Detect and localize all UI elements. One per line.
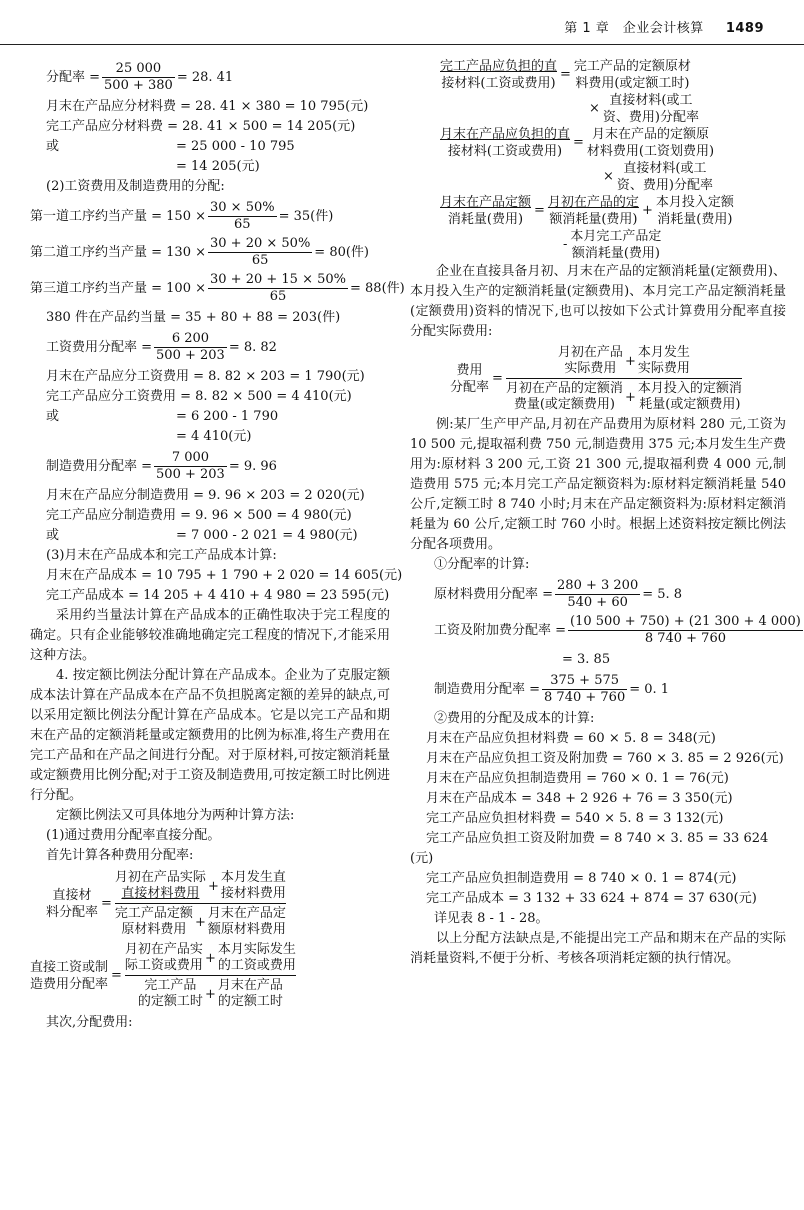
formula-rate-term bbox=[410, 160, 786, 194]
term-line: 料费用(或定额工时) bbox=[575, 76, 690, 91]
section-heading: (2)工资费用及制造费用的分配: bbox=[46, 179, 225, 194]
big-fraction bbox=[506, 344, 742, 413]
text-line: 详见表 8 - 1 - 28。 bbox=[434, 911, 549, 926]
numerator bbox=[506, 344, 742, 379]
label-line: 直接材 bbox=[52, 887, 92, 903]
term-line: 月初在产品的定 bbox=[547, 195, 639, 210]
term bbox=[115, 870, 206, 902]
term-line: 材料费用(工资划费用) bbox=[586, 144, 715, 159]
formula-term bbox=[603, 92, 699, 126]
label-line: 月末在产品定额 bbox=[440, 195, 532, 210]
paragraph: 采用约当量法计算在产品成本的正确性取决于完工程度的确定。只有企业能够较准确地确定完工程度的情况下,才能采用这种方法。 bbox=[30, 608, 390, 663]
formula-text: 制造费用分配率 = bbox=[434, 682, 541, 697]
text-line bbox=[30, 526, 390, 546]
formula-result: = 80(件) bbox=[314, 245, 370, 260]
term-line: 完工产品的定额原材 bbox=[573, 59, 691, 74]
term-line: 原材料费用 bbox=[121, 922, 187, 937]
term-line: 的定额工时 bbox=[137, 994, 203, 1009]
section-heading: (1)通过费用分配率直接分配。 bbox=[46, 828, 221, 843]
formula-label bbox=[30, 959, 108, 993]
page-header bbox=[0, 0, 804, 45]
formula-process-3 bbox=[30, 272, 405, 305]
term-line: 消耗量(费用) bbox=[657, 212, 733, 227]
formula-wage-rate bbox=[30, 331, 390, 364]
term-line: 额消耗量(费用) bbox=[549, 212, 638, 227]
text-line: 月末在产品应分制造费用 = 9. 96 × 203 = 2 020(元) bbox=[46, 488, 365, 503]
term bbox=[558, 345, 623, 377]
text-line: 月末在产品应负担工资及附加费 = 760 × 3. 85 = 2 926(元) bbox=[426, 751, 784, 766]
text-line: 月末在产品成本 = 10 795 + 1 790 + 2 020 = 14 605(元) bbox=[46, 568, 403, 583]
text-line: 月末在产品应分工资费用 = 8. 82 × 203 = 1 790(元) bbox=[46, 369, 365, 384]
term-line: 月末在产品定 bbox=[207, 906, 286, 921]
denominator: 8 740 + 760 bbox=[544, 690, 626, 705]
text-line: 首先计算各种费用分配率: bbox=[46, 848, 194, 863]
formula-result: = 28. 41 bbox=[176, 70, 234, 85]
formula-result: = 0. 1 bbox=[629, 682, 670, 697]
term-line: 月末在产品的定额原 bbox=[591, 127, 709, 142]
denominator: 500 + 203 bbox=[156, 348, 225, 363]
text-line: 月末在产品应负担制造费用 = 760 × 0. 1 = 76(元) bbox=[426, 771, 729, 786]
fraction bbox=[208, 236, 312, 269]
denominator: 500 + 203 bbox=[156, 467, 225, 482]
or-label: 或 bbox=[46, 528, 60, 543]
formula-text: 第三道工序约当产量 = 100 × bbox=[30, 281, 206, 296]
formula-mfg-rate-calc bbox=[410, 673, 786, 706]
term-line: 月末在产品 bbox=[217, 978, 283, 993]
numerator bbox=[115, 869, 286, 904]
plus-sign: + bbox=[624, 389, 636, 405]
numerator bbox=[125, 941, 296, 976]
plus-sign: + bbox=[207, 878, 219, 894]
text-line: 完工产品应分工资费用 = 8. 82 × 500 = 4 410(元) bbox=[46, 389, 352, 404]
text-line: 其次,分配费用: bbox=[46, 1015, 133, 1030]
term bbox=[638, 381, 742, 413]
text-line bbox=[30, 427, 390, 447]
term-line: 本月发生直 bbox=[220, 870, 286, 885]
denominator: 65 bbox=[234, 217, 251, 232]
term bbox=[221, 870, 286, 902]
times-sign: × bbox=[603, 169, 614, 184]
formula-process-1 bbox=[30, 200, 390, 233]
formula-result: = 5. 8 bbox=[642, 587, 683, 602]
term-line: 月初在产品 bbox=[557, 345, 623, 360]
big-fraction bbox=[125, 941, 296, 1010]
equals-sign: = bbox=[492, 370, 503, 386]
term-line: 耗量(或定额费用) bbox=[639, 397, 741, 412]
formula-wage-rate-calc bbox=[410, 614, 801, 647]
term-line: 直接材料(或工 bbox=[609, 93, 693, 108]
paragraph: 以上分配方法缺点是,不能提出完工产品和期末在产品的实际消耗量资料,不便于分析、考核各项消耗定额的执行情况。 bbox=[410, 931, 786, 966]
term-line: 月初在产品的定额消 bbox=[505, 381, 623, 396]
term-line: 费量(或定额费用) bbox=[513, 397, 615, 412]
formula-text: 制造费用分配率 = bbox=[46, 459, 153, 474]
times-sign: × bbox=[589, 101, 600, 116]
term-line: 际工资或费用 bbox=[124, 958, 203, 973]
formula-wip-share bbox=[410, 126, 786, 160]
text-line: 完工产品应负担制造费用 = 8 740 × 0. 1 = 874(元) bbox=[426, 871, 737, 886]
formula-label bbox=[440, 58, 557, 92]
text-line: 380 件在产品约当量 = 35 + 80 + 88 = 203(件) bbox=[46, 310, 341, 325]
formula-term bbox=[548, 194, 639, 228]
formula-label bbox=[450, 362, 489, 396]
text-line: 月末在产品成本 = 348 + 2 926 + 76 = 3 350(元) bbox=[426, 791, 733, 806]
minus-sign: - bbox=[563, 237, 568, 252]
text-line bbox=[30, 157, 390, 177]
term-line: 本月发生 bbox=[637, 345, 690, 360]
formula-result: = 35(件) bbox=[278, 209, 334, 224]
numerator: 30 + 20 + 15 × 50% bbox=[210, 272, 346, 287]
label-line: 月末在产品应负担的直 bbox=[440, 127, 571, 142]
denominator bbox=[125, 976, 296, 1010]
fraction bbox=[154, 331, 227, 364]
term bbox=[506, 381, 623, 413]
fraction bbox=[102, 61, 175, 94]
plus-sign: + bbox=[204, 986, 216, 1002]
denominator: 8 740 + 760 bbox=[644, 631, 726, 646]
formula-text: = 7 000 - 2 021 = 4 980(元) bbox=[176, 528, 358, 543]
plus-sign: + bbox=[624, 353, 636, 369]
formula-term bbox=[617, 160, 713, 194]
label-line: 直接工资或制 bbox=[30, 959, 109, 975]
term-line: 的定额工时 bbox=[217, 994, 283, 1009]
numerator: 280 + 3 200 bbox=[557, 578, 639, 593]
text-line: (元) bbox=[410, 851, 434, 866]
term bbox=[638, 345, 690, 377]
term-line: 额消耗量(费用) bbox=[571, 246, 660, 261]
formula-text: = 4 410(元) bbox=[176, 429, 252, 444]
numerator: 25 000 bbox=[102, 61, 175, 78]
fraction bbox=[542, 673, 627, 706]
denominator: 540 + 60 bbox=[567, 595, 628, 610]
plus-sign: + bbox=[204, 950, 216, 966]
equals-sign: = bbox=[101, 895, 112, 911]
formula-minus-term bbox=[410, 228, 786, 262]
running-header bbox=[564, 17, 764, 36]
label-line: 消耗量(费用) bbox=[447, 212, 524, 227]
term bbox=[218, 942, 296, 974]
formula-result: = 88(件) bbox=[350, 281, 405, 296]
numerator: 7 000 bbox=[154, 450, 227, 467]
fraction bbox=[208, 200, 277, 233]
formula-text: = 14 205(元) bbox=[176, 159, 260, 174]
formula-material-rate bbox=[30, 869, 390, 938]
formula-text: 原材料费用分配率 = bbox=[434, 587, 554, 602]
fraction bbox=[568, 614, 803, 647]
term bbox=[208, 906, 286, 938]
term-line: 本月完工产品定 bbox=[570, 229, 662, 244]
paragraph: 定额比例法又可具体地分为两种计算方法: bbox=[56, 808, 295, 823]
term-line: 接材料费用 bbox=[220, 886, 286, 901]
formula-process-2 bbox=[30, 236, 390, 269]
text-line: 完工产品应分材料费 = 28. 41 × 500 = 14 205(元) bbox=[46, 119, 356, 134]
formula-text: = 25 000 - 10 795 bbox=[176, 139, 295, 154]
label-line: 完工产品应负担的直 bbox=[440, 59, 558, 74]
formula-text: 第一道工序约当产量 = 150 × bbox=[30, 209, 206, 224]
denominator bbox=[115, 904, 286, 938]
term-line: 完工产品定额 bbox=[114, 906, 193, 921]
fraction bbox=[154, 450, 227, 483]
term-line: 直接材料费用 bbox=[121, 886, 200, 901]
term bbox=[138, 978, 203, 1010]
fraction bbox=[208, 272, 348, 305]
term-line: 实际费用 bbox=[637, 361, 690, 376]
section-heading: ②费用的分配及成本的计算: bbox=[434, 711, 595, 726]
term-line: 本月实际发生 bbox=[217, 942, 296, 957]
text-line bbox=[30, 407, 390, 427]
term-line: 月初在产品实际 bbox=[114, 870, 206, 885]
term-line: 实际费用 bbox=[564, 361, 617, 376]
section-heading: (3)月末在产品成本和完工产品成本计算: bbox=[46, 548, 277, 563]
formula-term bbox=[570, 228, 661, 262]
or-label: 或 bbox=[46, 409, 60, 424]
formula-text: 工资及附加费分配率 = bbox=[434, 623, 567, 638]
fraction bbox=[555, 578, 640, 611]
plus-sign: + bbox=[641, 203, 653, 218]
text-line: 月末在产品应负担材料费 = 60 × 5. 8 = 348(元) bbox=[426, 731, 716, 746]
formula-finished-share bbox=[410, 58, 786, 92]
text-line: 完工产品应分制造费用 = 9. 96 × 500 = 4 980(元) bbox=[46, 508, 352, 523]
term-line: 的工资或费用 bbox=[217, 958, 296, 973]
numerator: 30 + 20 × 50% bbox=[210, 236, 311, 251]
term-line: 完工产品 bbox=[144, 978, 197, 993]
term-line: 本月投入的定额消 bbox=[637, 381, 742, 396]
equals-sign: = bbox=[534, 203, 545, 218]
paragraph: 企业在直接具备月初、月末在产品的定额消耗量(定额费用)、本月投入生产的定额消耗量(定额费用)、本月完工产品定额消耗量(定额费用)资料的情况下,也可以按如下公式计算费用分配率直接分配实际费用: bbox=[410, 264, 786, 339]
page-number: 1489 bbox=[725, 21, 764, 36]
right-column bbox=[410, 58, 801, 969]
label-line: 接材料(工资或费用) bbox=[441, 76, 556, 91]
term-line: 月初在产品实 bbox=[124, 942, 203, 957]
formula-mfg-rate bbox=[30, 450, 390, 483]
term bbox=[125, 942, 203, 974]
denominator: 500 + 380 bbox=[104, 78, 173, 93]
numerator: (10 500 + 750) + (21 300 + 4 000) bbox=[570, 614, 801, 629]
formula-label bbox=[440, 194, 531, 228]
paragraph: 4. 按定额比例法分配计算在产品成本。企业为了克服定额成本法计算在产品成本在产品不负担脱离定额的差异的缺点,可以采用定额比例法分配计算在产品成本。它是以完工产品和期末在产品的定额消耗量或定额费用的比例为标准,将生产费用在完工产品和在产品之间进行分配。对于原材料,可按定额消耗量或定额费用比例分配;对于工资及制造费用,可按定额工时比例进行分配。 bbox=[30, 668, 390, 803]
chapter-title: 第 1 章 企业会计核算 bbox=[564, 21, 704, 36]
plus-sign: + bbox=[194, 914, 206, 930]
section-heading: ①分配率的计算: bbox=[434, 557, 530, 572]
term bbox=[218, 978, 283, 1010]
text-line: = 3. 85 bbox=[562, 652, 611, 667]
formula-term bbox=[574, 58, 691, 92]
label-line: 料分配率 bbox=[46, 904, 99, 920]
big-fraction bbox=[115, 869, 286, 938]
formula-cost-rate bbox=[410, 344, 786, 413]
left-column bbox=[30, 58, 405, 1033]
text-line: 完工产品应负担工资及附加费 = 8 740 × 3. 85 = 33 624 bbox=[426, 831, 769, 846]
label-line: 分配率 bbox=[450, 379, 490, 395]
formula-text: 工资费用分配率 = bbox=[46, 340, 153, 355]
formula-text: 第二道工序约当产量 = 130 × bbox=[30, 245, 206, 260]
formula-wage-mfg-rate bbox=[30, 941, 390, 1010]
formula-result: = 9. 96 bbox=[228, 459, 277, 474]
formula-text: = 6 200 - 1 790 bbox=[176, 409, 279, 424]
term-line: 本月投入定额 bbox=[655, 195, 734, 210]
formula-wip-quota bbox=[410, 194, 786, 228]
equals-sign: = bbox=[560, 67, 571, 82]
denominator bbox=[506, 379, 742, 413]
term bbox=[115, 906, 193, 938]
text-line: 完工产品应负担材料费 = 540 × 5. 8 = 3 132(元) bbox=[426, 811, 724, 826]
formula-label bbox=[440, 126, 570, 160]
text-line bbox=[30, 137, 390, 157]
term-line: 资、费用)分配率 bbox=[602, 110, 699, 125]
label-line: 接材料(工资或费用) bbox=[447, 144, 563, 159]
equals-sign: = bbox=[573, 135, 584, 150]
formula-term bbox=[656, 194, 734, 228]
text-line: 完工产品成本 = 3 132 + 33 624 + 874 = 37 630(元) bbox=[426, 891, 757, 906]
formula-result: = 8. 82 bbox=[228, 340, 277, 355]
label-line: 造费用分配率 bbox=[30, 976, 109, 992]
term-line: 额原材料费用 bbox=[207, 922, 286, 937]
denominator: 65 bbox=[269, 289, 287, 304]
formula-label bbox=[46, 887, 98, 921]
label-line: 费用 bbox=[456, 362, 483, 378]
equals-sign: = bbox=[111, 967, 122, 983]
numerator: 375 + 575 bbox=[542, 673, 627, 690]
formula-term bbox=[587, 126, 714, 160]
paragraph: 例:某厂生产甲产品,月初在产品费用为原材料 280 元,工资为 10 500 元,提取福利费 750 元,制造费用 375 元;本月发生生产费用为:原材料 3 200 元,工资 21 300 元,提取福利费 4 000 元,制造费用 575 元;本月完工产品定额资料为:原材料定额消耗量 540 公斤,定额工时 8 740 小时;月末在产品定额资料为:原材料定额消耗量为 60 公斤,定额工时 760 小时。根据上述资料按定额比例法分配各项费用。 bbox=[410, 417, 786, 552]
term-line: 资、费用)分配率 bbox=[616, 178, 713, 193]
formula-rate-term bbox=[410, 92, 786, 126]
formula-text: 分配率 = bbox=[46, 70, 101, 85]
numerator: 6 200 bbox=[154, 331, 227, 348]
text-line: 月末在产品应分材料费 = 28. 41 × 380 = 10 795(元) bbox=[46, 99, 369, 114]
formula-material-rate-calc bbox=[410, 578, 786, 611]
numerator: 30 × 50% bbox=[210, 200, 275, 215]
term-line: 直接材料(或工 bbox=[623, 161, 707, 176]
text-line: 完工产品成本 = 14 205 + 4 410 + 4 980 = 23 595(元) bbox=[46, 588, 390, 603]
formula-allocation-rate bbox=[30, 61, 390, 94]
or-label: 或 bbox=[46, 139, 60, 154]
denominator: 65 bbox=[251, 253, 269, 268]
